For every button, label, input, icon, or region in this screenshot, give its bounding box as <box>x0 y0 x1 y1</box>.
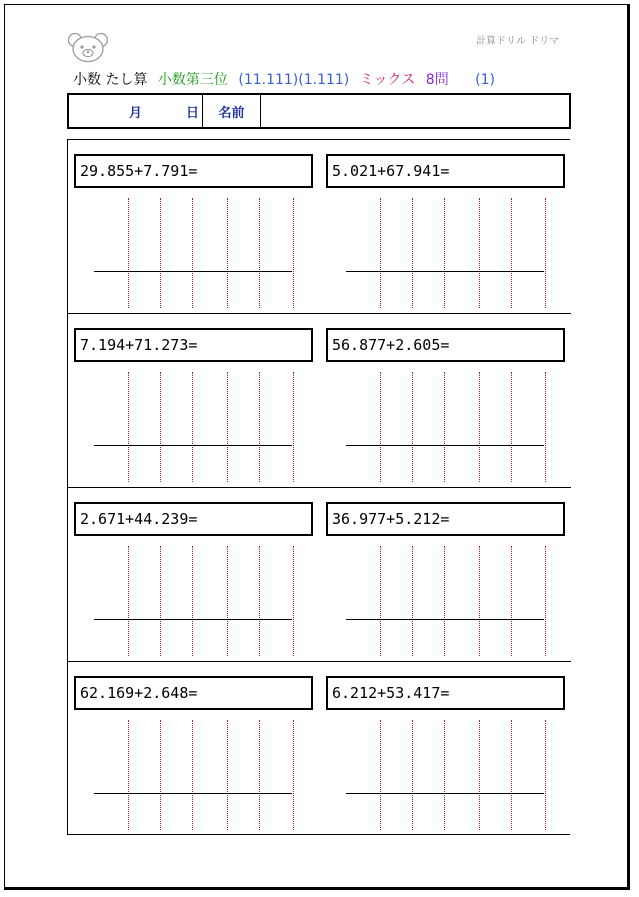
calculation-workspace[interactable] <box>68 372 318 484</box>
digit-column-guide <box>380 198 381 308</box>
problem-cell <box>320 662 570 836</box>
problem-cell <box>68 488 318 662</box>
answer-line <box>346 619 544 620</box>
digit-column-guide <box>259 198 260 308</box>
date-field[interactable] <box>69 95 203 127</box>
digit-column-guide <box>259 720 260 830</box>
digit-column-guide <box>444 198 445 308</box>
digit-column-guide <box>511 720 512 830</box>
month-label: 月 <box>129 105 143 121</box>
problem-cell <box>320 314 570 488</box>
digit-column-guide <box>380 372 381 482</box>
digit-column-guide <box>160 720 161 830</box>
digit-column-guide <box>128 372 129 482</box>
title-mix: ミックス <box>359 72 416 88</box>
problem-expression: 56.877+2.605= <box>326 328 565 362</box>
digit-column-guide <box>160 546 161 656</box>
digit-column-guide <box>479 198 480 308</box>
digit-column-guide <box>380 546 381 656</box>
problem-grid <box>67 139 570 835</box>
problem-row <box>68 314 571 488</box>
problem-expression: 7.194+71.273= <box>74 328 313 362</box>
problem-row <box>68 488 571 662</box>
problem-expression: 29.855+7.791= <box>74 154 313 188</box>
problem-row <box>68 140 571 314</box>
digit-column-guide <box>293 546 294 656</box>
digit-column-guide <box>444 720 445 830</box>
answer-line <box>346 271 544 272</box>
worksheet-title <box>73 69 501 89</box>
digit-column-guide <box>160 372 161 482</box>
digit-column-guide <box>479 546 480 656</box>
digit-column-guide <box>227 372 228 482</box>
digit-column-guide <box>412 198 413 308</box>
sheet-number: (1) <box>475 72 495 88</box>
problem-cell <box>68 314 318 488</box>
calculation-workspace[interactable] <box>320 546 570 658</box>
name-date-box <box>67 93 571 129</box>
name-input-area[interactable] <box>261 95 569 127</box>
digit-column-guide <box>479 720 480 830</box>
digit-column-guide <box>545 198 546 308</box>
digit-column-guide <box>444 372 445 482</box>
digit-column-guide <box>259 372 260 482</box>
problem-cell <box>320 140 570 314</box>
digit-column-guide <box>192 372 193 482</box>
digit-column-guide <box>545 372 546 482</box>
problem-cell <box>68 140 318 314</box>
title-main: 小数 たし算 <box>73 72 148 88</box>
digit-column-guide <box>444 546 445 656</box>
digit-column-guide <box>128 198 129 308</box>
digit-column-guide <box>128 546 129 656</box>
title-pattern: (11.111)(1.111) <box>238 72 350 88</box>
title-topic: 小数第三位 <box>157 72 228 88</box>
calculation-workspace[interactable] <box>320 720 570 832</box>
digit-column-guide <box>227 720 228 830</box>
digit-column-guide <box>293 720 294 830</box>
problem-expression: 5.021+67.941= <box>326 154 565 188</box>
digit-column-guide <box>511 198 512 308</box>
calculation-workspace[interactable] <box>68 720 318 832</box>
digit-column-guide <box>412 546 413 656</box>
digit-column-guide <box>412 372 413 482</box>
digit-column-guide <box>479 372 480 482</box>
digit-column-guide <box>192 198 193 308</box>
answer-line <box>94 445 292 446</box>
digit-column-guide <box>293 198 294 308</box>
name-label: 名前 <box>203 95 261 127</box>
digit-column-guide <box>128 720 129 830</box>
digit-column-guide <box>511 372 512 482</box>
problem-expression: 62.169+2.648= <box>74 676 313 710</box>
problem-cell <box>320 488 570 662</box>
digit-column-guide <box>227 198 228 308</box>
worksheet-page <box>4 4 630 890</box>
digit-column-guide <box>160 198 161 308</box>
answer-line <box>346 793 544 794</box>
problem-row <box>68 662 571 836</box>
bear-face-icon <box>67 31 109 63</box>
digit-column-guide <box>380 720 381 830</box>
answer-line <box>94 271 292 272</box>
calculation-workspace[interactable] <box>68 198 318 310</box>
digit-column-guide <box>259 546 260 656</box>
answer-line <box>94 619 292 620</box>
problem-expression: 6.212+53.417= <box>326 676 565 710</box>
digit-column-guide <box>511 546 512 656</box>
title-count: 8問 <box>425 72 449 88</box>
brand-label: 計算ドリル ドリマ <box>476 36 559 47</box>
calculation-workspace[interactable] <box>320 198 570 310</box>
answer-line <box>346 445 544 446</box>
digit-column-guide <box>545 546 546 656</box>
calculation-workspace[interactable] <box>320 372 570 484</box>
digit-column-guide <box>293 372 294 482</box>
problem-cell <box>68 662 318 836</box>
digit-column-guide <box>192 720 193 830</box>
problem-expression: 2.671+44.239= <box>74 502 313 536</box>
digit-column-guide <box>192 546 193 656</box>
problem-expression: 36.977+5.212= <box>326 502 565 536</box>
calculation-workspace[interactable] <box>68 546 318 658</box>
digit-column-guide <box>227 546 228 656</box>
day-label: 日 <box>186 105 200 121</box>
answer-line <box>94 793 292 794</box>
digit-column-guide <box>545 720 546 830</box>
digit-column-guide <box>412 720 413 830</box>
